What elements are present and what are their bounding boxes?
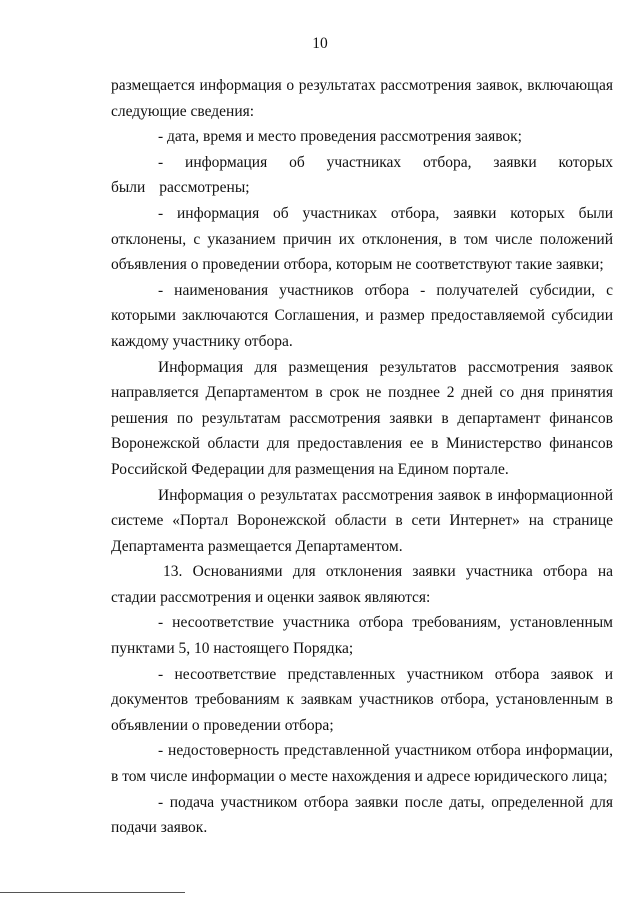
list-item-unreliable-info: - недостоверность представленной участником отбора информации, в том числе информации о месте нахождения и адресе юридического лица; [111, 742, 613, 786]
list-item-date: - дата, время и место проведения рассмотрения заявок; [158, 128, 522, 146]
document-body [111, 73, 613, 841]
footer-divider [0, 892, 185, 893]
list-item-reviewed: - информация об участниках отбора, заявки которых были рассмотрены; [111, 153, 613, 197]
paragraph-info-sending: Информация для размещения результатов рассмотрения заявок направляется Департаментом в срок не позднее 2 дней со дня принятия решения по результатам рассмотрения заявки в департамент финансов Воронежской области для предоставления ее в Министерство финансов Российской Федерации для размещения на Едином портале. [111, 358, 613, 478]
list-item-rejected: - информация об участниках отбора, заявки которых были отклонены, с указанием причин их отклонения, в том числе положений объявления о проведении отбора, которым не соответствуют такие заявки; [111, 204, 613, 274]
list-item-recipients: - наименования участников отбора - получателей субсидии, с которыми заключаются Соглашения, и размер предоставляемой субсидии каждому участнику отбора. [111, 281, 613, 350]
page-number: 10 [312, 35, 328, 52]
list-item-noncompliance-participant: - несоответствие участника отбора требованиям, установленным пунктами 5, 10 настоящего Порядка; [111, 614, 613, 658]
section-13-heading: 13. Основаниями для отклонения заявки участника отбора на стадии рассмотрения и оценки заявок являются: [111, 563, 613, 606]
list-item-late-submission: - подача участником отбора заявки после даты, определенной для подачи заявок. [111, 793, 613, 837]
paragraph-intro: размещается информация о результатах рассмотрения заявок, включающая следующие сведения: [111, 77, 613, 120]
paragraph-info-portal: Информация о результатах рассмотрения заявок в информационной системе «Портал Воронежской области в сети Интернет» на странице Департамента размещается Департаментом. [111, 486, 613, 555]
list-item-noncompliance-documents: - несоответствие представленных участником отбора заявок и документов требованиям к заявкам участников отбора, установленным в объявлении о проведении отбора; [111, 665, 613, 734]
